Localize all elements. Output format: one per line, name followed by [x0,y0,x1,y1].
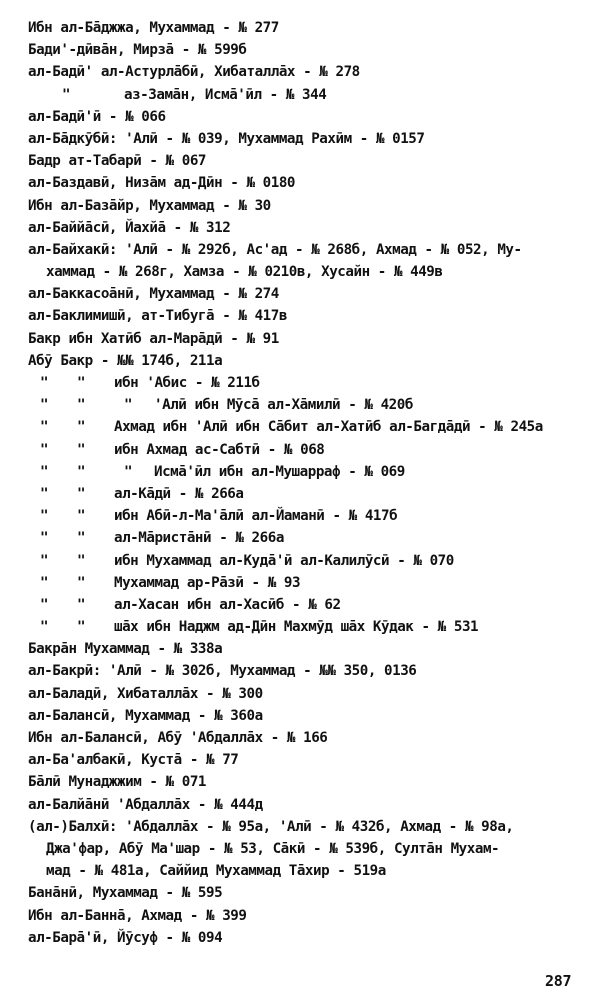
index-entry-text: ал-Мāристāнӣ - № 266а [114,530,284,547]
index-line [0,505,604,527]
ditto-mark: " [40,552,49,569]
index-entry-text: ал-Ба'албакӣ, Кустā - № 77 [28,752,239,769]
index-entry-text: 'Алӣ ибн Мӯсā ал-Хāмилӣ - № 420б [154,397,413,414]
index-entry-text: Ибн ал-Бāджжа, Мухаммад - № 277 [28,20,279,36]
index-line [0,350,604,372]
index-entry-text: хаммад - № 268г, Хамза - № 0210в, Хусайн - № 449в [46,264,443,281]
index-line [0,150,604,172]
index-entry-text: ал-Барā'ӣ, Йӯсуф - № 094 [28,929,223,946]
index-entry-text: ал-Баккасоāнӣ, Мухаммад - № 274 [28,286,279,303]
index-line [0,816,604,838]
page-number: 287 [545,972,572,990]
index-entry-text: (ал-)Балхӣ: 'Абдаллāх - № 95а, 'Алӣ - № 432б, Ахмад - № 98а, [28,818,514,835]
index-line [0,838,604,860]
ditto-mark: " [77,397,86,414]
index-entries [0,17,604,949]
index-entry-text: ал-Баййāсӣ, Йахйā - № 312 [28,219,231,236]
index-entry-text: ал-Баклимишӣ, ат-Тибугā - № 417в [28,308,287,325]
index-entry-text: ал-Балйāнӣ 'Абдаллāх - № 444д [28,796,263,813]
index-entry-text: ал-Бāдкӯбӣ: 'Алӣ - № 039, Мухаммад Рахӣм - № 0157 [28,130,425,147]
ditto-mark: " [124,463,133,480]
index-entry-text: ал-Бадӣ' ал-Астурлāбӣ, Хибаталлāх - № 278 [28,64,360,81]
index-line [0,927,604,949]
index-line [0,172,604,194]
ditto-mark: " [77,485,86,502]
ditto-mark: " [40,574,49,591]
index-line [0,461,604,483]
index-line [0,771,604,793]
index-line [0,749,604,771]
index-line [0,61,604,83]
ditto-mark: " [40,530,49,547]
index-entry-text: Джа'фар, Абӯ Ма'шар - № 53, Сāкӣ - № 539б, Султāн Мухам- [46,840,500,857]
index-entry-text: ал-Баздавӣ, Низāм ад-Дӣн - № 0180 [28,175,296,192]
index-line [0,195,604,217]
index-line [0,527,604,549]
index-line [0,328,604,350]
ditto-mark: " [40,375,49,391]
index-entry-text: Банāнӣ, Мухаммад - № 595 [28,885,223,902]
ditto-mark: " [77,419,86,436]
index-line [0,17,604,39]
ditto-mark: " [40,596,49,613]
index-entry-text: Бакрāн Мухаммад - № 338а [28,641,223,658]
index-line [0,128,604,150]
ditto-mark: " [77,530,86,547]
index-entry-text: ал-Бадӣ'ӣ - № 066 [28,108,166,125]
index-entry-text: Мухаммад ар-Рāзӣ - № 93 [114,574,301,591]
index-line [0,860,604,882]
index-entry-text: ал-Байхакӣ: 'Алӣ - № 292б, Ас'ад - № 268б, Ахмад - № 052, Му- [28,241,522,258]
index-line [0,239,604,261]
index-entry-text: аз-Замāн, Исмā'ӣл - № 344 [124,86,327,103]
index-line [0,616,604,638]
index-line [0,261,604,283]
index-entry-text: ибн 'Абис - № 211б [114,375,260,391]
index-line [0,705,604,727]
index-entry-text: мад - № 481а, Саййид Мухаммад Тāхир - 519а [46,863,386,880]
index-entry-text: Исмā'ӣл ибн ал-Мушарраф - № 069 [154,463,405,480]
index-line [0,882,604,904]
ditto-mark: " [77,596,86,613]
index-entry-text: Бади'-дӣвāн, Мирзā - № 599б [28,42,247,59]
index-line [0,638,604,660]
ditto-mark: " [77,552,86,569]
ditto-mark: " [77,463,86,480]
index-entry-text: ал-Балансӣ, Мухаммад - № 360а [28,707,263,724]
ditto-mark: " [77,441,86,458]
ditto-mark: " [77,574,86,591]
index-line [0,727,604,749]
index-line [0,84,604,106]
index-line [0,39,604,61]
index-entry-text: Ибн ал-Баннā, Ахмад - № 399 [28,907,247,924]
index-line [0,217,604,239]
index-entry-text: Ибн ал-Балансӣ, Абӯ 'Абдаллāх - № 166 [28,730,328,746]
ditto-mark: " [40,419,49,436]
index-entry-text: ал-Баладӣ, Хибаталлāх - № 300 [28,685,263,702]
index-entry-text: Абӯ Бакр - №№ 174б, 211а [28,352,223,369]
index-line [0,394,604,416]
ditto-mark: " [62,86,71,103]
index-line [0,483,604,505]
index-line [0,683,604,705]
index-line [0,905,604,927]
index-line [0,106,604,128]
index-line [0,794,604,816]
index-entry-text: ибн Ахмад ас-Сабтӣ - № 068 [114,441,325,458]
index-entry-text: ал-Бакрӣ: 'Алӣ - № 302б, Мухаммад - №№ 350, 0136 [28,663,417,680]
index-line [0,660,604,682]
index-entry-text: Ахмад ибн 'Алӣ ибн Сāбит ал-Хатӣб ал-Багдāдӣ - № 245а [114,419,543,436]
index-line [0,416,604,438]
index-line [0,550,604,572]
ditto-mark: " [77,619,86,636]
index-line [0,572,604,594]
index-line [0,283,604,305]
ditto-mark: " [124,397,133,414]
ditto-mark: " [40,485,49,502]
index-entry-text: ибн Мухаммад ал-Кудā'ӣ ал-Калилӯсӣ - № 070 [114,552,454,569]
index-entry-text: Бакр ибн Хатӣб ал-Марāдӣ - № 91 [28,330,279,347]
index-line [0,305,604,327]
ditto-mark: " [40,397,49,414]
ditto-mark: " [40,508,49,525]
index-line [0,594,604,616]
index-line [0,439,604,461]
index-line [0,372,604,394]
index-entry-text: Бадр ат-Табарӣ - № 067 [28,153,207,170]
ditto-mark: " [40,463,49,480]
ditto-mark: " [77,508,86,525]
index-entry-text: ал-Кāдӣ - № 266а [114,485,244,502]
index-entry-text: шāх ибн Наджм ад-Дӣн Махмӯд шāх Кӯдак - № 531 [114,619,479,636]
ditto-mark: " [40,619,49,636]
index-entry-text: Бāлӣ Мунаджжим - № 071 [28,774,207,791]
index-entry-text: ал-Хасан ибн ал-Хасӣб - № 62 [114,596,341,613]
ditto-mark: " [77,375,86,391]
ditto-mark: " [40,441,49,458]
index-entry-text: Ибн ал-Базāйр, Мухаммад - № 30 [28,197,271,214]
index-entry-text: ибн Абӣ-л-Ма'āлӣ ал-Йаманӣ - № 417б [114,508,398,525]
